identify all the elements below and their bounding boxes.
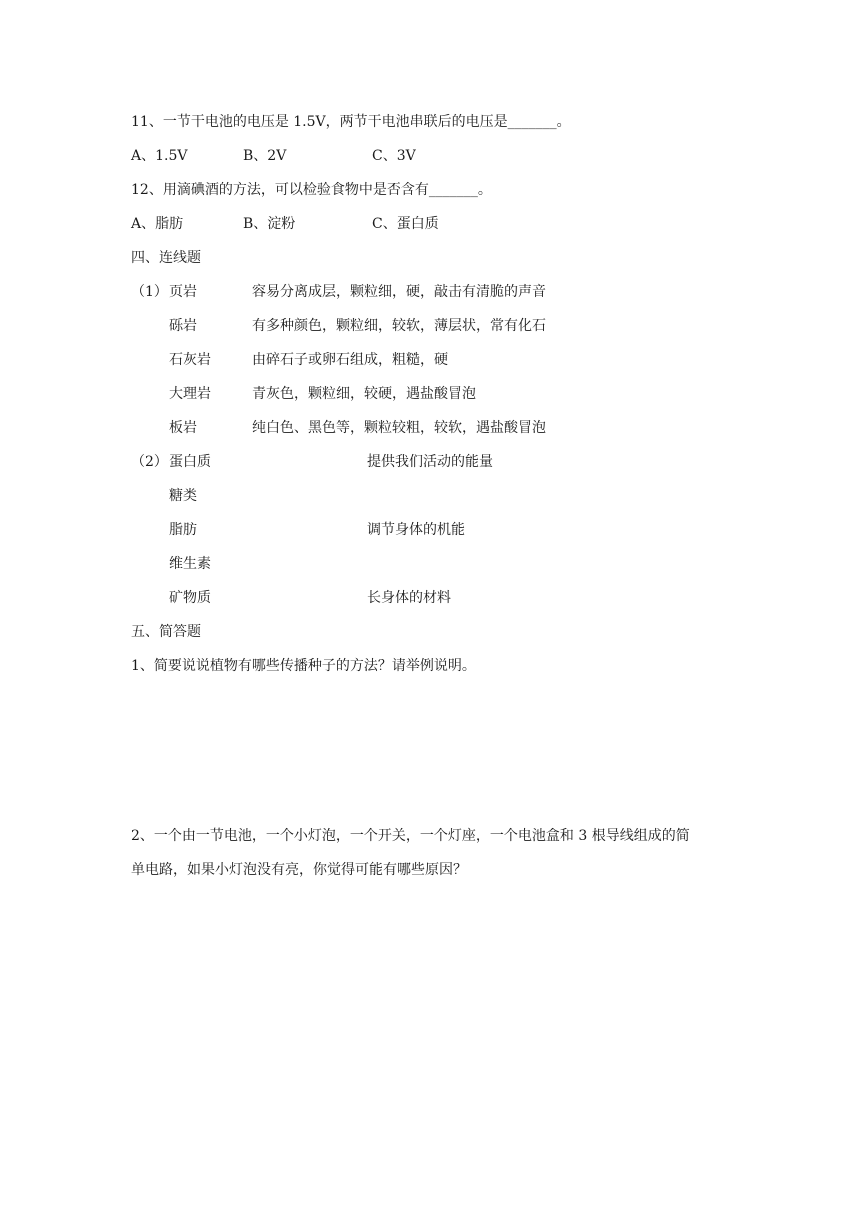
question-11: 11、一节干电池的电压是 1.5V，两节干电池串联后的电压是_______。 — [131, 114, 571, 130]
short-answer-question-2-line-2: 单电路，如果小灯泡没有亮，你觉得可能有哪些原因？ — [131, 862, 467, 878]
nutrient-item: 蛋白质 — [169, 454, 211, 470]
short-answer-question-2-line-1: 2、一个由一节电池，一个小灯泡，一个开关，一个灯座，一个电池盒和 3 根导线组成的简 — [131, 828, 690, 844]
short-answer-question-1: 1、简要说说植物有哪些传播种子的方法？请举例说明。 — [131, 658, 476, 674]
section-4-title: 四、连线题 — [131, 250, 201, 266]
nutrient-item: 脂肪 — [169, 522, 197, 538]
rock-description: 由碎石子或卵石组成，粗糙，硬 — [252, 352, 448, 368]
nutrient-item: 维生素 — [169, 556, 211, 572]
rock-item: 板岩 — [169, 420, 197, 436]
q11-option-c: C、3V — [372, 148, 416, 164]
q12-option-b: B、淀粉 — [243, 216, 296, 232]
rock-description: 纯白色、黑色等，颗粒较粗，较软，遇盐酸冒泡 — [252, 420, 546, 436]
nutrient-item: 矿物质 — [169, 590, 211, 606]
question-12: 12、用滴碘酒的方法，可以检验食物中是否含有_______。 — [131, 182, 492, 198]
nutrient-function: 提供我们活动的能量 — [367, 454, 493, 470]
group-2-label: （2） — [131, 454, 168, 470]
q12-option-a: A、脂肪 — [131, 216, 184, 232]
rock-item: 石灰岩 — [169, 352, 211, 368]
section-5-title: 五、简答题 — [131, 624, 201, 640]
rock-description: 容易分离成层，颗粒细，硬，敲击有清脆的声音 — [252, 284, 546, 300]
group-1-label: （1） — [131, 284, 168, 300]
q11-option-b: B、2V — [243, 148, 287, 164]
nutrient-function: 长身体的材料 — [367, 590, 451, 606]
rock-item: 大理岩 — [169, 386, 211, 402]
nutrient-item: 糖类 — [169, 488, 197, 504]
nutrient-function: 调节身体的机能 — [367, 522, 465, 538]
rock-description: 有多种颜色，颗粒细，较软，薄层状，常有化石 — [252, 318, 546, 334]
rock-item: 页岩 — [169, 284, 197, 300]
q11-option-a: A、1.5V — [131, 148, 188, 164]
q12-option-c: C、蛋白质 — [372, 216, 439, 232]
rock-description: 青灰色，颗粒细，较硬，遇盐酸冒泡 — [252, 386, 476, 402]
rock-item: 砾岩 — [169, 318, 197, 334]
